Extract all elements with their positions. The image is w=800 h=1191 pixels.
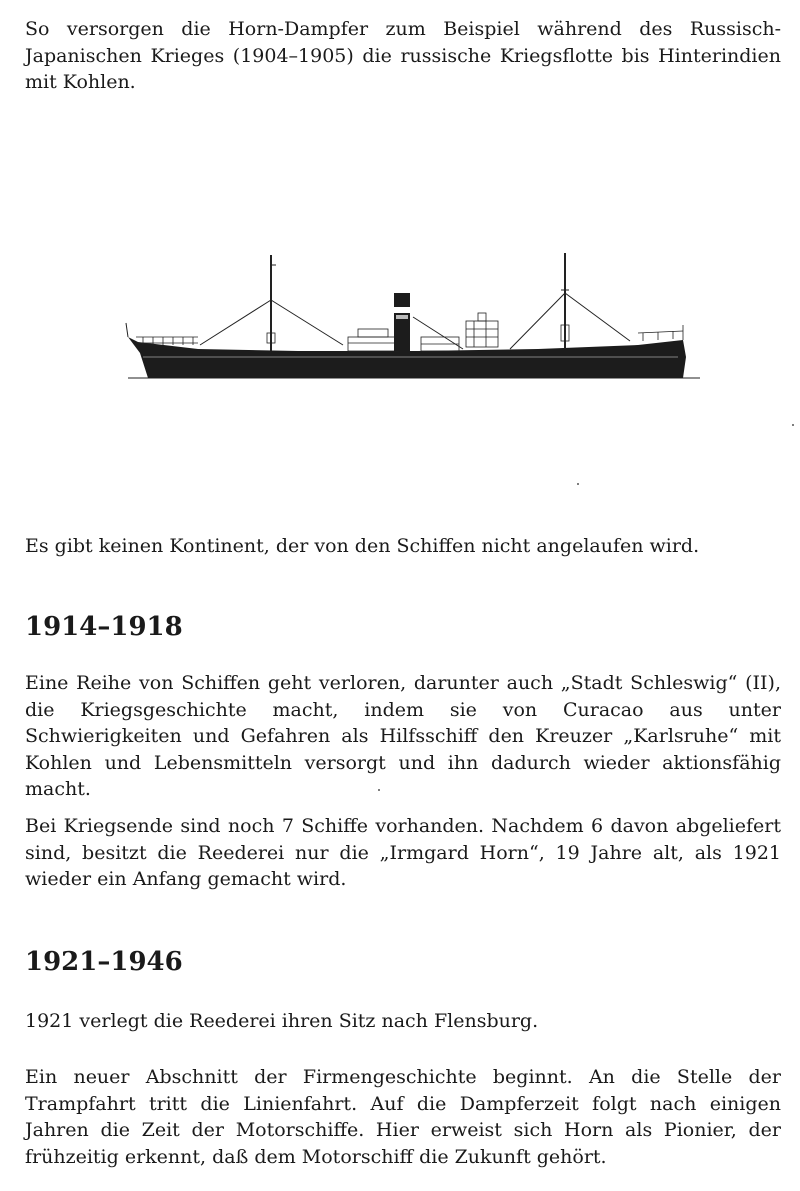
print-speck — [577, 483, 579, 485]
continents-paragraph: Es gibt keinen Kontinent, der von den Schiffen nicht angelaufen wird. — [25, 535, 700, 557]
steamship-illustration — [118, 245, 708, 385]
section-1921-paragraph-2: Ein neuer Abschnitt der Firmengeschichte beginnt. An die Stelle der Trampfahrt tritt die Linienfahrt. Auf die Dampferzeit folgt nach einigen Jahren die Zeit der Motorschiffe. Hier erweist sich Horn als Pionier, der frühzeitig erkennt, daß dem Motorschiff die Zukunft gehört. — [25, 1066, 781, 1168]
intro-paragraph: So versorgen die Horn-Dampfer zum Beispiel während des Russisch-Japanischen Krieges (1904–1905) die russische Kriegsflotte bis Hinterindien mit Kohlen. — [25, 18, 781, 93]
aft-mast — [510, 253, 630, 349]
section-1914-paragraph-2: Bei Kriegsende sind noch 7 Schiffe vorhanden. Nachdem 6 davon abgeliefert sind, besitzt die Reederei nur die „Irmgard Horn“, 19 Jahre alt, als 1921 wieder ein Anfang gemacht wird. — [25, 815, 781, 890]
aft-deckhouse — [466, 313, 498, 347]
section-heading-1921-1946: 1921–1946 — [25, 947, 183, 977]
section-heading-1914-1918: 1914–1918 — [25, 612, 183, 642]
funnel — [394, 293, 410, 351]
fore-mast — [200, 255, 343, 351]
section-1914-paragraph-1: Eine Reihe von Schiffen geht verloren, darunter auch „Stadt Schleswig“ (II), die Kriegsgeschichte macht, indem sie von Curacao aus unter Schwierigkeiten und Gefahren als Hilfsschiff den Kreuzer „Karlsruhe“ mit Kohlen und Lebensmitteln versorgt und ihn dadurch wieder aktionsfähig macht. — [25, 672, 781, 800]
section-1921-paragraph-1: 1921 verlegt die Reederei ihren Sitz nach Flensburg. — [25, 1010, 539, 1032]
print-speck — [792, 424, 794, 426]
